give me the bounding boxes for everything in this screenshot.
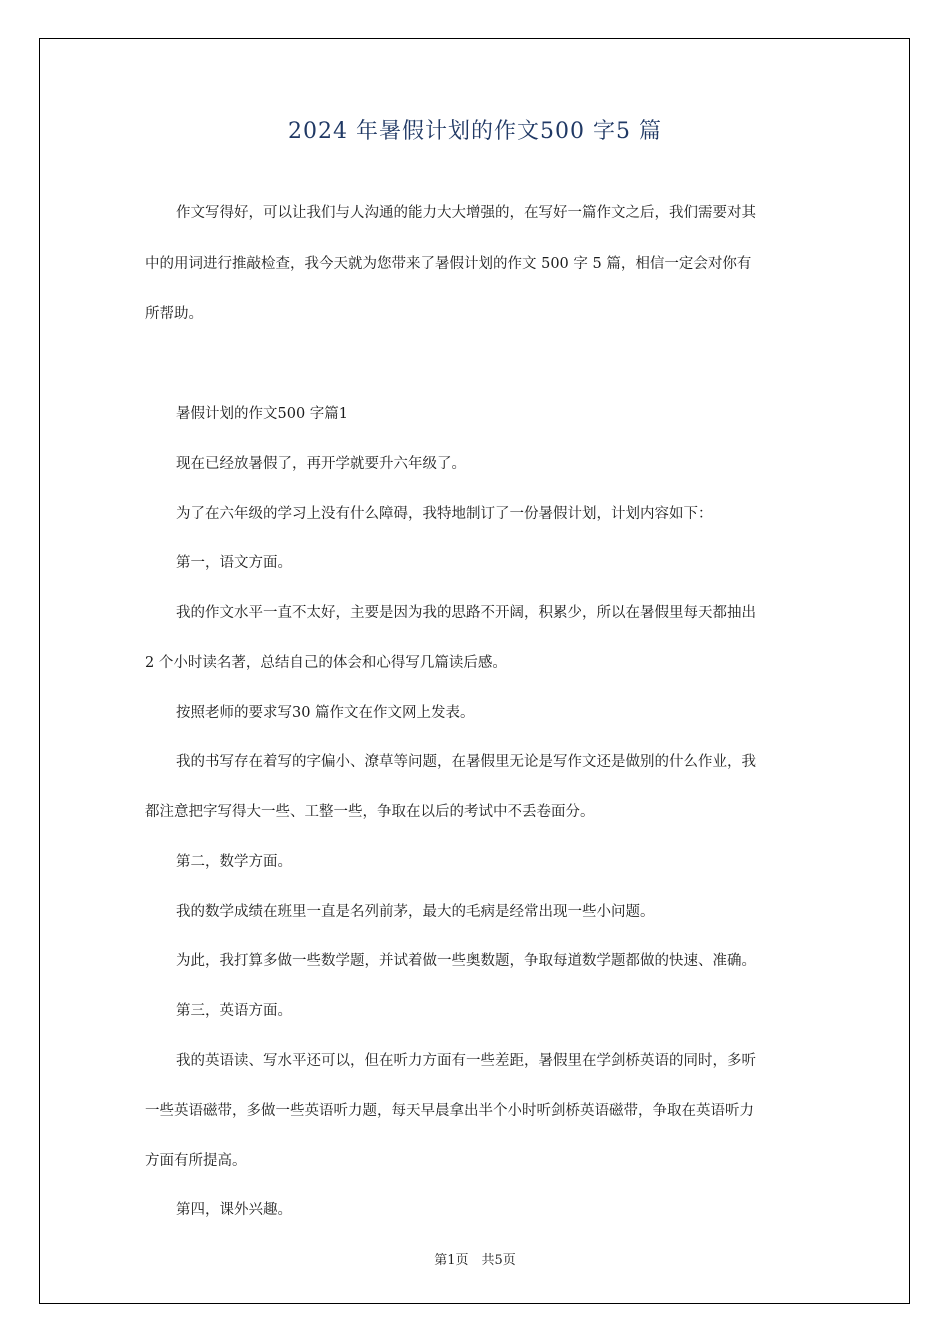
subheading-interests: 第四，课外兴趣。 [176, 1202, 292, 1218]
subheading-math: 第二，数学方面。 [176, 854, 292, 870]
paragraph-line: 现在已经放暑假了，再开学就要升六年级了。 [176, 456, 466, 472]
intro-line-1: 作文写得好，可以让我们与人沟通的能力大大增强的，在写好一篇作文之后，我们需要对其 [176, 205, 756, 221]
document-title: 2024 年暑假计划的作文500 字5 篇 [288, 119, 662, 144]
intro-line-2: 中的用词进行推敲检查，我今天就为您带来了暑假计划的作文 500 字 5 篇，相信一定会对你有 [145, 256, 752, 272]
paragraph-line: 我的作文水平一直不太好，主要是因为我的思路不开阔，积累少，所以在暑假里每天都抽出 [176, 605, 756, 621]
paragraph-line: 我的英语读、写水平还可以，但在听力方面有一些差距，暑假里在学剑桥英语的同时，多听 [176, 1053, 756, 1069]
subheading-chinese: 第一，语文方面。 [176, 555, 292, 571]
paragraph-line: 我的书写存在着写的字偏小、潦草等问题，在暑假里无论是写作文还是做别的什么作业，我 [176, 754, 756, 770]
paragraph-line: 为此，我打算多做一些数学题，并试着做一些奥数题，争取每道数学题都做的快速、准确。 [176, 953, 756, 969]
paragraph-line: 方面有所提高。 [145, 1153, 247, 1169]
intro-line-3: 所帮助。 [145, 306, 203, 322]
paragraph-line: 都注意把字写得大一些、工整一些，争取在以后的考试中不丢卷面分。 [145, 804, 595, 820]
paragraph-line: 一些英语磁带，多做一些英语听力题，每天早晨拿出半个小时听剑桥英语磁带，争取在英语听力 [145, 1103, 754, 1119]
subheading-english: 第三，英语方面。 [176, 1003, 292, 1019]
section-heading: 暑假计划的作文500 字篇1 [176, 406, 349, 422]
paragraph-line: 2 个小时读名著，总结自己的体会和心得写几篇读后感。 [145, 655, 507, 671]
paragraph-line: 我的数学成绩在班里一直是名列前茅，最大的毛病是经常出现一些小问题。 [176, 904, 655, 920]
paragraph-line: 为了在六年级的学习上没有什么障碍，我特地制订了一份暑假计划，计划内容如下： [176, 506, 713, 522]
page-number: 第1页 共5页 [434, 1253, 516, 1268]
paragraph-line: 按照老师的要求写30 篇作文在作文网上发表。 [176, 705, 475, 721]
